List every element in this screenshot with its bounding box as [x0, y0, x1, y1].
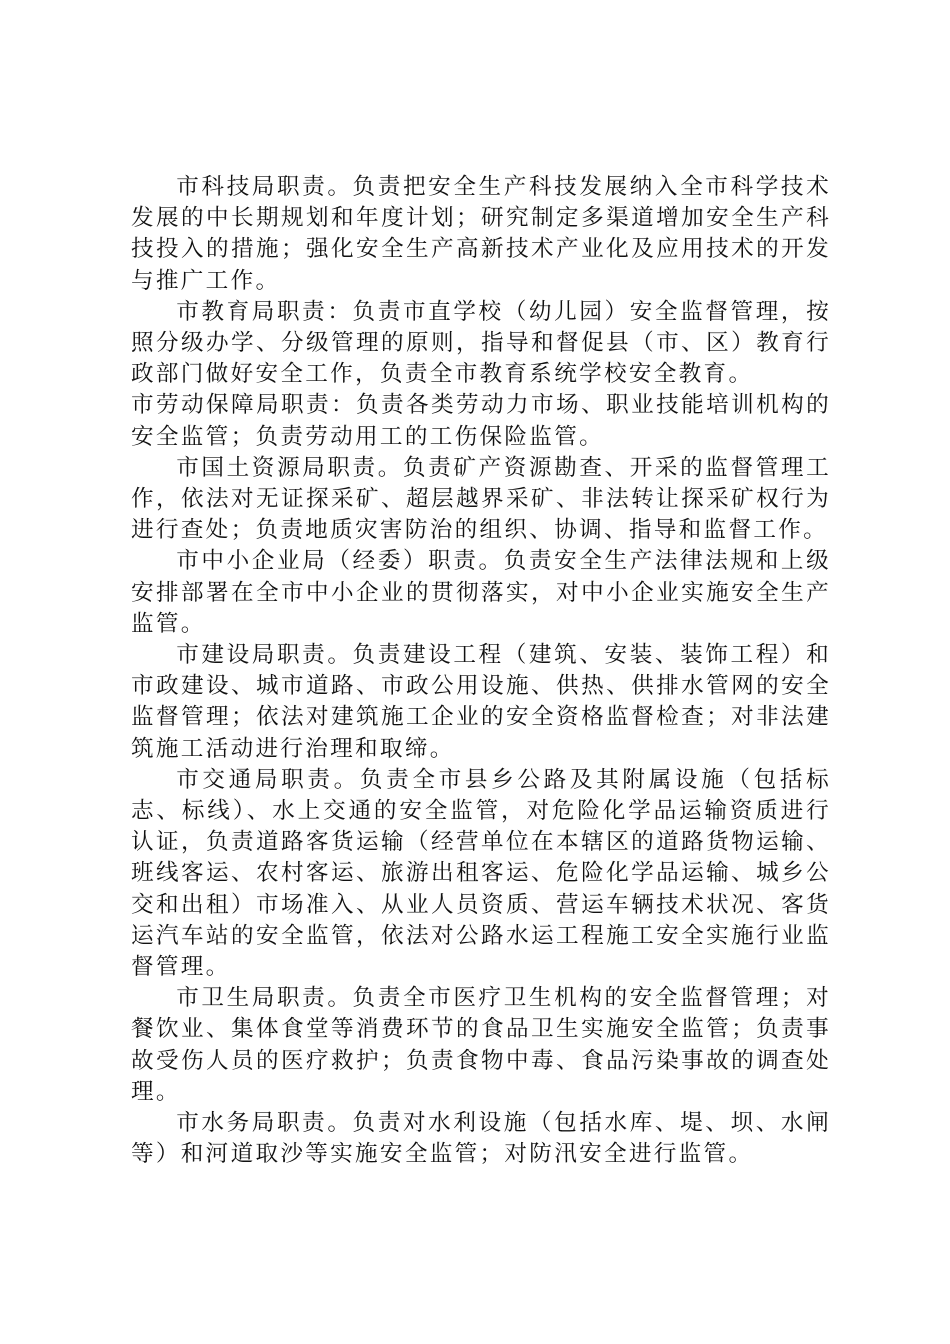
document-body [131, 172, 831, 1171]
paragraph-science-bureau: 市科技局职责。负责把安全生产科技发展纳入全市科学技术发展的中长期规划和年度计划；研究制定多渠道增加安全生产科技投入的措施；强化安全生产高新技术产业化及应用技术的开发与推广工作。 [131, 174, 831, 294]
paragraph-health-bureau: 市卫生局职责。负责全市医疗卫生机构的安全监督管理；对餐饮业、集体食堂等消费环节的食品卫生实施安全监管；负责事故受伤人员的医疗救护；负责食物中毒、食品污染事故的调查处理。 [131, 985, 831, 1105]
paragraph-land-resources-bureau: 市国土资源局职责。负责矿产资源勘查、开采的监督管理工作，依法对无证探采矿、超层越界采矿、非法转让探采矿权行为进行查处；负责地质灾害防治的组织、协调、指导和监督工作。 [131, 454, 831, 544]
paragraph-water-bureau: 市水务局职责。负责对水利设施（包括水库、堤、坝、水闸等）和河道取沙等实施安全监管；对防汛安全进行监管。 [131, 1110, 831, 1168]
paragraph-sme-bureau: 市中小企业局（经委）职责。负责安全生产法律法规和上级安排部署在全市中小企业的贯彻落实，对中小企业实施安全生产监管。 [131, 548, 831, 637]
paragraph-education-bureau: 市教育局职责：负责市直学校（幼儿园）安全监督管理，按照分级办学、分级管理的原则，指导和督促县（市、区）教育行政部门做好安全工作，负责全市教育系统学校安全教育。 [131, 298, 831, 388]
paragraph-construction-bureau: 市建设局职责。负责建设工程（建筑、安装、装饰工程）和市政建设、城市道路、市政公用设施、供热、供排水管网的安全监督管理；依法对建筑施工企业的安全资格监督检查；对非法建筑施工活动进行治理和取缔。 [131, 642, 831, 762]
paragraph-transport-bureau: 市交通局职责。负责全市县乡公路及其附属设施（包括标志、标线）、水上交通的安全监管，对危险化学品运输资质进行认证，负责道路客货运输（经营单位在本辖区的道路货物运输、班线客运、农村客运、旅游出租客运、危险化学品运输、城乡公交和出租）市场准入、从业人员资质、营运车辆技术状况、客货运汽车站的安全监管，依法对公路水运工程施工安全实施行业监督管理。 [131, 766, 831, 981]
paragraph-labor-bureau: 市劳动保障局职责：负责各类劳动力市场、职业技能培训机构的安全监管；负责劳动用工的工伤保险监管。 [131, 392, 831, 450]
